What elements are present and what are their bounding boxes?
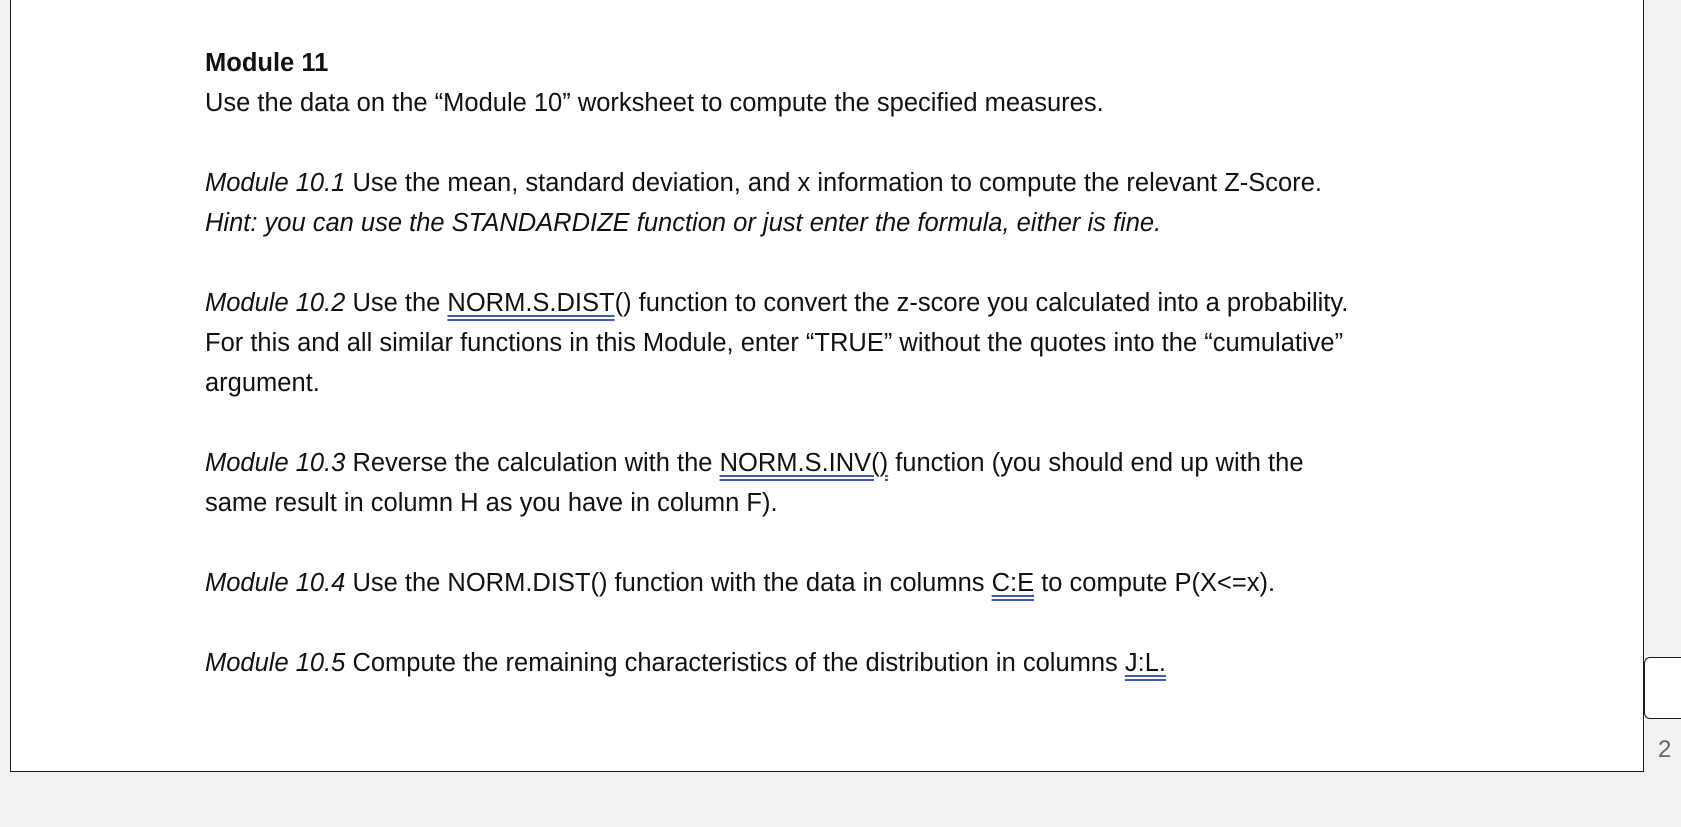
- section-10-4: [205, 563, 1505, 603]
- module-title: Module 11: [205, 49, 329, 77]
- section-label: Module 10.2: [205, 289, 346, 317]
- section-text-before: Compute the remaining characteristics of the distribution in columns: [345, 649, 1125, 677]
- section-text-before: Reverse the calculation with the: [345, 449, 720, 477]
- section-text-after: to compute P(X<=x).: [1034, 569, 1276, 597]
- section-text-after: function (you should end up with the same result in column H as you have in column F).: [205, 449, 1304, 517]
- section-label: Module 10.5: [205, 649, 346, 677]
- section-10-2: [205, 283, 1370, 403]
- document-body: [205, 43, 1505, 723]
- intro-text: Use the data on the “Module 10” worksheet to compute the specified measures.: [205, 89, 1104, 117]
- section-10-3: [205, 443, 1370, 523]
- section-label: Module 10.3: [205, 449, 346, 477]
- side-tab-handle[interactable]: [1644, 657, 1681, 719]
- section-label: Module 10.4: [205, 569, 346, 597]
- section-10-1: [205, 163, 1505, 243]
- module-title-paragraph: [205, 43, 1505, 123]
- norm-s-dist-link[interactable]: NORM.S.DIST: [447, 289, 615, 317]
- norm-s-inv-link[interactable]: NORM.S.INV(): [719, 449, 889, 477]
- section-10-5: [205, 643, 1505, 683]
- columns-c-e-link[interactable]: C:E: [991, 569, 1035, 597]
- section-text: Use the mean, standard deviation, and x information to compute the relevant Z-Score.: [345, 169, 1322, 197]
- columns-j-l-link[interactable]: J:L.: [1124, 649, 1166, 677]
- section-text-before: Use the: [345, 289, 448, 317]
- section-text-before: Use the NORM.DIST() function with the data in columns: [345, 569, 992, 597]
- section-hint: Hint: you can use the STANDARDIZE function or just enter the formula, either is fine.: [205, 209, 1162, 237]
- section-label: Module 10.1: [205, 169, 346, 197]
- page-number: 2: [1658, 736, 1672, 763]
- document-page: [10, 0, 1644, 772]
- section-text-after: () function to convert the z-score you calculated into a probability. For this and all similar functions in this Module, enter “TRUE” without the quotes into the “cumulative” argument.: [205, 289, 1349, 397]
